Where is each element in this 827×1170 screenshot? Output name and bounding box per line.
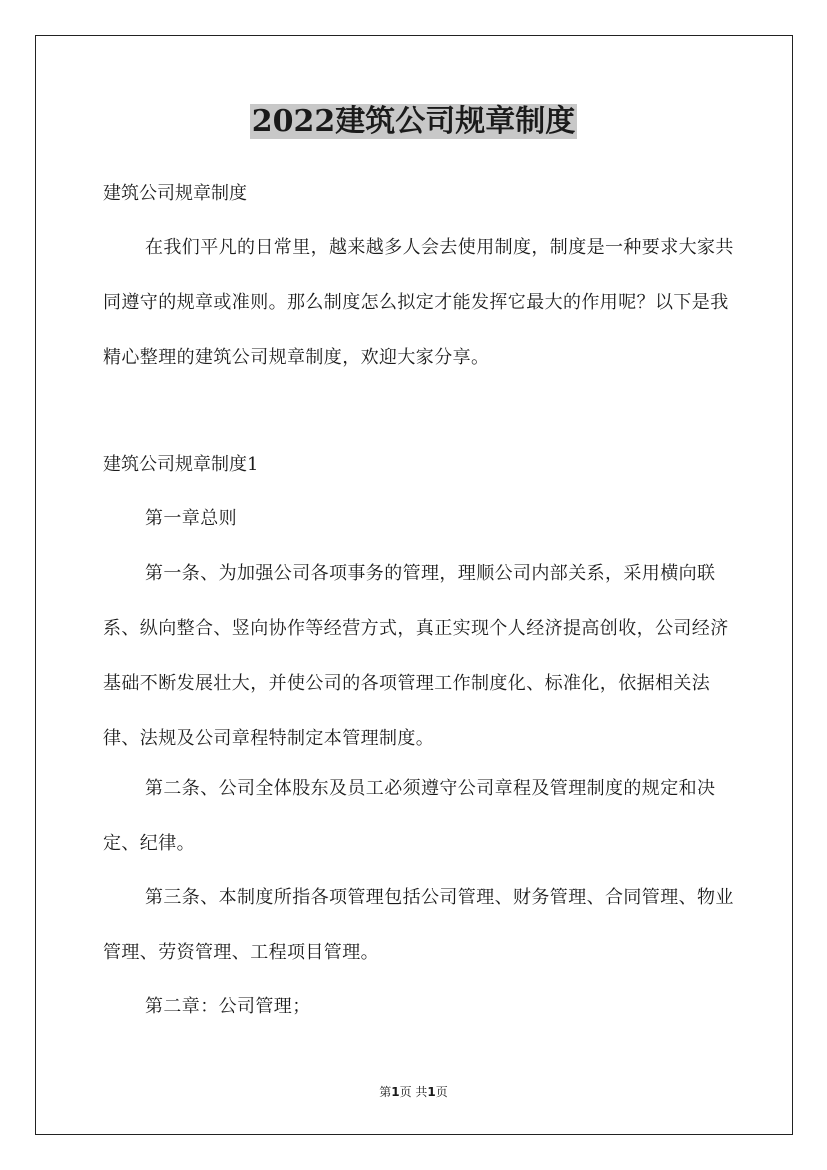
chapter-heading: 第一章总则 [145, 508, 237, 529]
article-2: 第二条、公司全体股东及员工必须遵守公司章程及管理制度的规定和决定、纪律。 [103, 778, 716, 854]
page-current: 1 [391, 1085, 400, 1099]
intro-paragraph: 在我们平凡的日常里，越来越多人会去使用制度，制度是一种要求大家共同遵守的规章或准则。那么制度怎么拟定才能发挥它最大的作用呢？以下是我精心整理的建筑公司规章制度，欢迎大家分享。 [103, 237, 734, 368]
page-total: 1 [427, 1085, 436, 1099]
document-title-text: 2022建筑公司规章制度 [251, 104, 576, 139]
article-1: 第一条、为加强公司各项事务的管理，理顺公司内部关系，采用横向联系、纵向整合、竖向协作等经营方式，真正实现个人经济提高创收，公司经济基础不断发展壮大，并使公司的各项管理工作制度化、标准化，依据相关法律、法规及公司章程特制定本管理制度。 [103, 563, 729, 749]
article-3: 第三条、本制度所指各项管理包括公司管理、财务管理、合同管理、物业管理、劳资管理、工程项目管理。 [103, 887, 734, 963]
page-footer [0, 1083, 827, 1100]
document-title [0, 100, 827, 144]
chapter-heading: 第二章：公司管理； [145, 996, 311, 1017]
page-mid: 页 共 [399, 1085, 428, 1099]
section-heading: 建筑公司规章制度1 [103, 454, 259, 475]
page-prefix: 第 [379, 1085, 392, 1099]
document-subtitle: 建筑公司规章制度 [103, 183, 247, 204]
page-suffix: 页 [435, 1085, 448, 1099]
